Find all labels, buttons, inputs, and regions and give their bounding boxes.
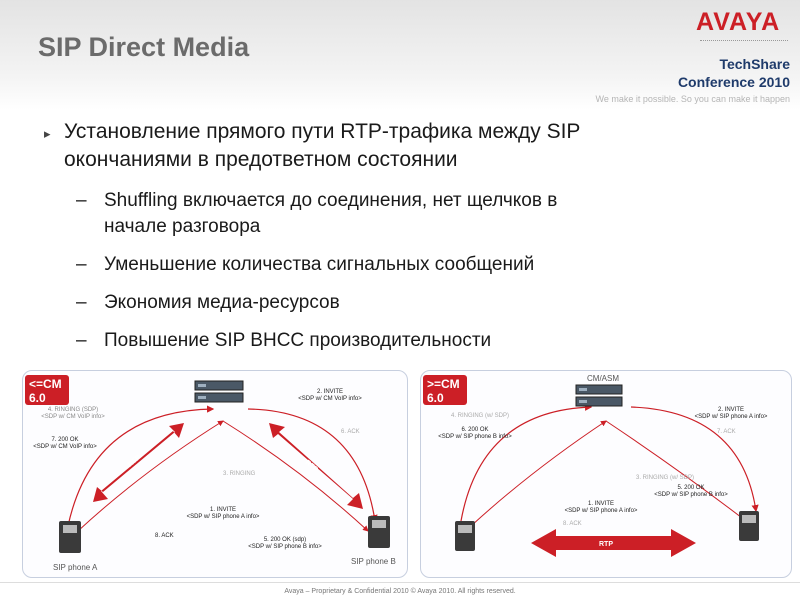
version-badge-le-6 bbox=[25, 375, 69, 405]
msg-line: <SDP w/ SIP phone B info> bbox=[438, 434, 512, 440]
slide-title: SIP Direct Media bbox=[38, 32, 250, 62]
msg-ringing-mid: 3. RINGING bbox=[223, 471, 256, 477]
sub-bullet-text: Экономия медиа-ресурсов bbox=[104, 292, 340, 313]
avaya-logo: AVAYA bbox=[696, 8, 781, 36]
msg-line: <SDP w/ SIP phone A info> bbox=[564, 508, 638, 514]
rtp-label-right: RTP bbox=[303, 459, 319, 474]
msg-line: 1. INVITE bbox=[587, 501, 614, 507]
sub-bullet-signaling bbox=[44, 252, 764, 278]
diagram-right-panel bbox=[420, 370, 792, 578]
msg-200ok-mid bbox=[641, 485, 741, 499]
main-bullet bbox=[44, 118, 764, 174]
main-bullet-line2: окончаниями в предответном состоянии bbox=[64, 148, 458, 171]
msg-200ok-left bbox=[425, 427, 525, 441]
sub-bullet-line1: Shuffling включается до соединения, нет щелчков в bbox=[104, 190, 558, 211]
msg-line: 6. 200 OK bbox=[461, 427, 489, 433]
version-badge-ge-6 bbox=[423, 375, 467, 405]
phone-a-icon bbox=[59, 521, 81, 553]
msg-line: 2. INVITE bbox=[316, 389, 343, 395]
msg-line: 2. INVITE bbox=[717, 407, 744, 413]
msg-line: <SDP w/ SIP phone B info> bbox=[248, 544, 322, 550]
sub-bullet-bhcc bbox=[44, 328, 764, 354]
diagram-right-graphic bbox=[421, 371, 791, 577]
msg-line: 5. 200 OK bbox=[677, 485, 705, 491]
msg-line: 5. 200 OK (sdp) bbox=[263, 537, 307, 543]
msg-ringing-mid: 3. RINGING (w/ SDP) bbox=[636, 475, 695, 481]
msg-ack-left: 8. ACK bbox=[155, 533, 174, 539]
msg-line: <SDP w/ SIP phone B info> bbox=[654, 492, 728, 498]
msg-ack-right: 6. ACK bbox=[341, 429, 360, 435]
dash-marker: – bbox=[76, 330, 87, 351]
msg-line: <SDP w/ CM VoIP info> bbox=[41, 414, 105, 420]
sub-bullet-line2: начале разговора bbox=[104, 216, 261, 237]
msg-line: <SDP w/ CM VoIP info> bbox=[33, 444, 97, 450]
msg-200ok-right bbox=[235, 537, 335, 551]
msg-line: 4. RINGING (SDP) bbox=[47, 407, 99, 413]
msg-invite-bottom bbox=[551, 501, 651, 515]
logo-underline bbox=[700, 40, 788, 45]
sub-bullet-text: Уменьшение количества сигнальных сообщений bbox=[104, 254, 535, 275]
footer-text: Avaya – Proprietary & Confidential 2010 © Avaya 2010. All rights reserved. bbox=[284, 588, 516, 595]
sub-bullet-text: Повышение SIP BHCC производительности bbox=[104, 330, 492, 351]
badge-line1: >=CM bbox=[427, 377, 460, 391]
dash-marker: – bbox=[76, 292, 87, 313]
tagline: We make it possible. So you can make it happen bbox=[595, 94, 790, 104]
msg-200ok-left bbox=[25, 437, 105, 451]
sub-bullet-shuffling bbox=[44, 188, 764, 240]
msg-invite-bottom bbox=[168, 507, 278, 521]
phone-b-label: SIP phone B bbox=[351, 557, 396, 566]
badge-line2: 6.0 bbox=[29, 391, 46, 405]
msg-ringing-left: 4. RINGING (w/ SDP) bbox=[451, 413, 510, 419]
diagram-left-panel bbox=[22, 370, 408, 578]
rtp-label: RTP bbox=[599, 541, 613, 548]
conference-name: TechShare bbox=[719, 56, 790, 72]
msg-invite-top bbox=[681, 407, 781, 421]
msg-line: 1. INVITE bbox=[209, 507, 236, 513]
footer-divider bbox=[0, 582, 800, 583]
msg-line: 7. 200 OK bbox=[51, 437, 79, 443]
main-bullet-line1: Установление прямого пути RTP-трафика между SIP bbox=[64, 120, 581, 143]
badge-line2: 6.0 bbox=[427, 391, 444, 405]
msg-line: <SDP w/ SIP phone A info> bbox=[186, 514, 260, 520]
msg-ringing-left bbox=[33, 407, 113, 421]
server-label: CM/ASM bbox=[587, 374, 619, 383]
phone-a-icon bbox=[455, 521, 475, 551]
badge-line1: <=CM bbox=[29, 377, 62, 391]
bullet-list bbox=[44, 118, 764, 354]
rtp-label-left: RTP bbox=[126, 454, 143, 469]
phone-b-icon bbox=[739, 511, 759, 541]
conference-year: Conference 2010 bbox=[677, 74, 790, 90]
rtp-arrow-left bbox=[93, 423, 184, 502]
server-icon bbox=[576, 385, 622, 406]
msg-ack-right: 7. ACK bbox=[717, 429, 736, 435]
msg-line: <SDP w/ SIP phone A info> bbox=[694, 414, 768, 420]
msg-line: <SDP w/ CM VoIP info> bbox=[298, 396, 362, 402]
server-icon bbox=[195, 381, 243, 402]
phone-a-label: SIP phone A bbox=[53, 563, 98, 572]
dash-marker: – bbox=[76, 254, 87, 275]
bullet-arrow-icon: ▸ bbox=[44, 126, 51, 141]
dash-marker: – bbox=[76, 190, 87, 211]
rtp-arrow-horizontal bbox=[531, 529, 696, 557]
sub-bullet-media bbox=[44, 290, 764, 316]
phone-b-icon bbox=[368, 516, 390, 548]
msg-invite-top bbox=[285, 389, 375, 403]
msg-ack-left: 8. ACK bbox=[563, 521, 582, 527]
